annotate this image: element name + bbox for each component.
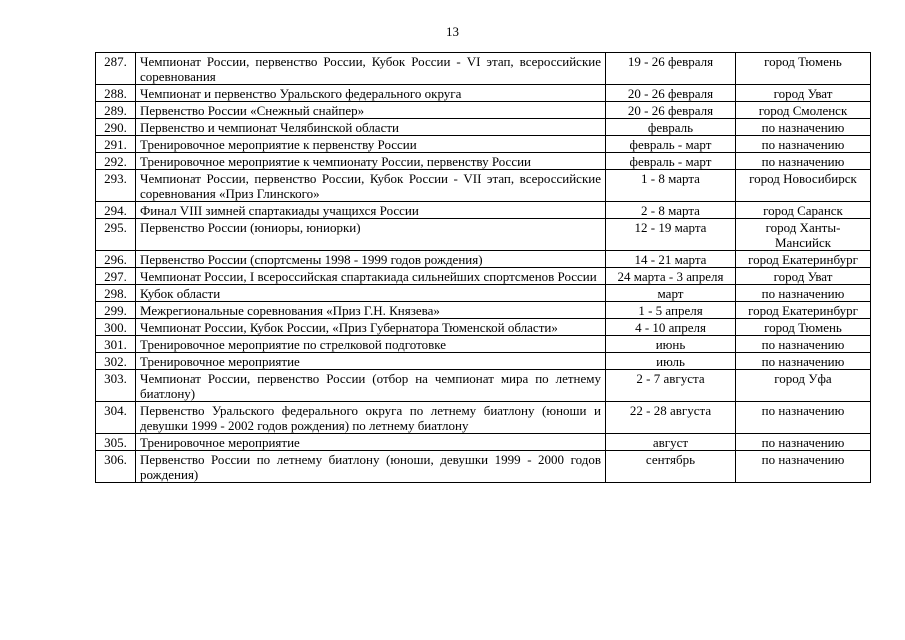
- event-date-cell: сентябрь: [606, 451, 736, 483]
- row-number-cell: 303.: [96, 370, 136, 402]
- event-place-cell: город Тюмень: [736, 53, 871, 85]
- event-place-cell: по назначению: [736, 434, 871, 451]
- event-name-cell: Кубок области: [136, 285, 606, 302]
- event-name-cell: Чемпионат России, первенство России, Кубок России - VII этап, всероссийские соревнования «Приз Глинского»: [136, 170, 606, 202]
- event-name-cell: Первенство России «Снежный снайпер»: [136, 102, 606, 119]
- event-place-cell: по назначению: [736, 119, 871, 136]
- row-number-cell: 291.: [96, 136, 136, 153]
- event-name-cell: Финал VIII зимней спартакиады учащихся России: [136, 202, 606, 219]
- row-number-cell: 302.: [96, 353, 136, 370]
- event-name-cell: Чемпионат России, I всероссийская спартакиада сильнейших спортсменов России: [136, 268, 606, 285]
- table-row: [96, 302, 871, 319]
- event-date-cell: 2 - 8 марта: [606, 202, 736, 219]
- event-name-cell: Чемпионат России, первенство России, Кубок России - VI этап, всероссийские соревнования: [136, 53, 606, 85]
- row-number-cell: 304.: [96, 402, 136, 434]
- table-row: [96, 319, 871, 336]
- row-number-cell: 287.: [96, 53, 136, 85]
- event-place-cell: город Уват: [736, 268, 871, 285]
- row-number-cell: 289.: [96, 102, 136, 119]
- table-row: [96, 402, 871, 434]
- event-name-cell: Межрегиональные соревнования «Приз Г.Н. Князева»: [136, 302, 606, 319]
- event-name-cell: Первенство России (спортсмены 1998 - 1999 годов рождения): [136, 251, 606, 268]
- event-place-cell: город Тюмень: [736, 319, 871, 336]
- event-date-cell: июль: [606, 353, 736, 370]
- page-number: 13: [446, 24, 459, 39]
- event-place-cell: по назначению: [736, 153, 871, 170]
- event-place-cell: по назначению: [736, 336, 871, 353]
- event-name-cell: Тренировочное мероприятие по стрелковой подготовке: [136, 336, 606, 353]
- event-place-cell: город Уфа: [736, 370, 871, 402]
- event-date-cell: август: [606, 434, 736, 451]
- event-date-cell: февраль: [606, 119, 736, 136]
- event-place-cell: город Ханты-Мансийск: [736, 219, 871, 251]
- event-place-cell: по назначению: [736, 285, 871, 302]
- row-number-cell: 290.: [96, 119, 136, 136]
- row-number-cell: 292.: [96, 153, 136, 170]
- table-row: [96, 268, 871, 285]
- row-number-cell: 296.: [96, 251, 136, 268]
- event-name-cell: Первенство России (юниоры, юниорки): [136, 219, 606, 251]
- row-number-cell: 305.: [96, 434, 136, 451]
- table-row: [96, 202, 871, 219]
- table-row: [96, 251, 871, 268]
- event-date-cell: 4 - 10 апреля: [606, 319, 736, 336]
- event-place-cell: город Смоленск: [736, 102, 871, 119]
- event-name-cell: Чемпионат и первенство Уральского федерального округа: [136, 85, 606, 102]
- event-place-cell: по назначению: [736, 353, 871, 370]
- event-date-cell: 12 - 19 марта: [606, 219, 736, 251]
- row-number-cell: 297.: [96, 268, 136, 285]
- table-row: [96, 102, 871, 119]
- event-place-cell: город Новосибирск: [736, 170, 871, 202]
- table-row: [96, 370, 871, 402]
- event-date-cell: 19 - 26 февраля: [606, 53, 736, 85]
- table-row: [96, 136, 871, 153]
- table-row: [96, 119, 871, 136]
- event-date-cell: март: [606, 285, 736, 302]
- event-date-cell: 1 - 8 марта: [606, 170, 736, 202]
- row-number-cell: 298.: [96, 285, 136, 302]
- event-name-cell: Чемпионат России, первенство России (отбор на чемпионат мира по летнему биатлону): [136, 370, 606, 402]
- row-number-cell: 295.: [96, 219, 136, 251]
- table-row: [96, 219, 871, 251]
- row-number-cell: 301.: [96, 336, 136, 353]
- table-row: [96, 336, 871, 353]
- table-row: [96, 153, 871, 170]
- table-row: [96, 285, 871, 302]
- event-date-cell: 14 - 21 марта: [606, 251, 736, 268]
- events-table: [95, 52, 871, 483]
- event-name-cell: Тренировочное мероприятие: [136, 353, 606, 370]
- event-place-cell: город Саранск: [736, 202, 871, 219]
- event-place-cell: город Уват: [736, 85, 871, 102]
- event-date-cell: 24 марта - 3 апреля: [606, 268, 736, 285]
- row-number-cell: 300.: [96, 319, 136, 336]
- event-date-cell: 2 - 7 августа: [606, 370, 736, 402]
- row-number-cell: 306.: [96, 451, 136, 483]
- event-name-cell: Тренировочное мероприятие к чемпионату России, первенству России: [136, 153, 606, 170]
- event-date-cell: 22 - 28 августа: [606, 402, 736, 434]
- row-number-cell: 293.: [96, 170, 136, 202]
- event-name-cell: Первенство и чемпионат Челябинской области: [136, 119, 606, 136]
- event-place-cell: город Екатеринбург: [736, 302, 871, 319]
- table-row: [96, 85, 871, 102]
- event-date-cell: февраль - март: [606, 153, 736, 170]
- event-name-cell: Первенство Уральского федерального округа по летнему биатлону (юноши и девушки 1999 - 2002 годов рождения) по летнему биатлону: [136, 402, 606, 434]
- table-row: [96, 53, 871, 85]
- event-name-cell: Тренировочное мероприятие к первенству России: [136, 136, 606, 153]
- event-place-cell: город Екатеринбург: [736, 251, 871, 268]
- event-date-cell: 20 - 26 февраля: [606, 102, 736, 119]
- table-row: [96, 434, 871, 451]
- table-row: [96, 451, 871, 483]
- event-place-cell: по назначению: [736, 136, 871, 153]
- event-date-cell: 1 - 5 апреля: [606, 302, 736, 319]
- event-name-cell: Тренировочное мероприятие: [136, 434, 606, 451]
- event-date-cell: февраль - март: [606, 136, 736, 153]
- event-name-cell: Первенство России по летнему биатлону (юноши, девушки 1999 - 2000 годов рождения): [136, 451, 606, 483]
- event-name-cell: Чемпионат России, Кубок России, «Приз Губернатора Тюменской области»: [136, 319, 606, 336]
- events-table-body: [96, 53, 871, 483]
- event-place-cell: по назначению: [736, 451, 871, 483]
- event-date-cell: июнь: [606, 336, 736, 353]
- table-row: [96, 170, 871, 202]
- event-date-cell: 20 - 26 февраля: [606, 85, 736, 102]
- table-row: [96, 353, 871, 370]
- event-place-cell: по назначению: [736, 402, 871, 434]
- row-number-cell: 294.: [96, 202, 136, 219]
- row-number-cell: 299.: [96, 302, 136, 319]
- row-number-cell: 288.: [96, 85, 136, 102]
